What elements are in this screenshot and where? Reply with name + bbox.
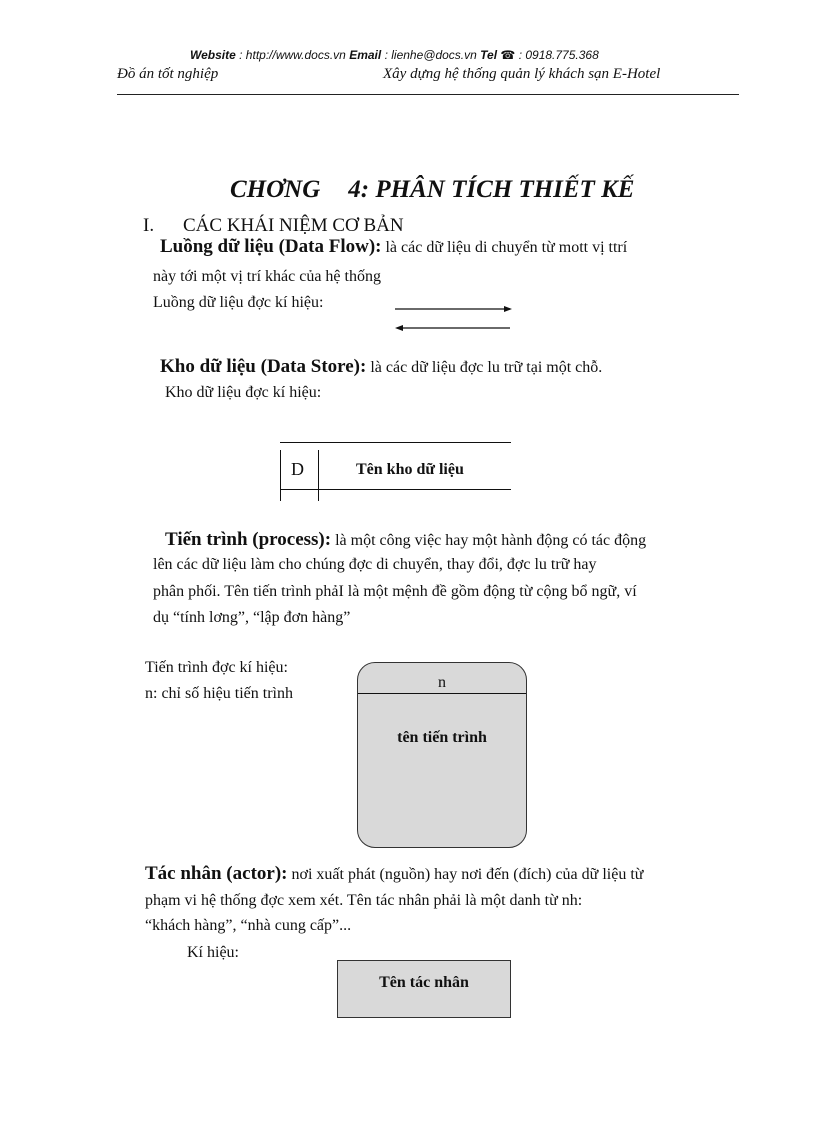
email-value[interactable]: : lienhe@docs.vn xyxy=(384,48,477,62)
email-label: Email xyxy=(349,48,382,62)
process-symbol xyxy=(357,662,527,848)
store-id-label: D xyxy=(291,459,304,479)
data-store-definition: là các dữ liệu đợc lu trữ tại một chỗ. xyxy=(370,359,603,376)
phone-icon: ☎ xyxy=(500,48,516,62)
process-name: tên tiến trình xyxy=(397,729,487,746)
data-flow-line2: này tới một vị trí khác của hệ thống xyxy=(153,268,381,285)
process-symbol-label: Tiến trình đợc kí hiệu: xyxy=(145,659,288,676)
chapter-title: 4: PHÂN TÍCH THIẾT KẾ xyxy=(348,176,635,203)
store-top-line xyxy=(280,442,511,443)
data-store-line1 xyxy=(160,354,602,381)
process-term: Tiến trình (process): xyxy=(165,529,332,550)
actor-symbol xyxy=(337,960,511,1018)
data-flow-term: Luồng dữ liệu (Data Flow): xyxy=(160,236,382,257)
data-flow-symbol xyxy=(392,300,522,336)
running-header-right: Xây dựng hệ thống quản lý khách sạn E-Hotel xyxy=(383,66,661,82)
process-divider xyxy=(358,693,526,694)
section-title: CÁC KHÁI NIỆM CƠ BẢN xyxy=(183,215,404,236)
actor-definition-start: nơi xuất phát (nguồn) hay nơi đến (đích) của dữ liệu từ xyxy=(291,866,644,883)
running-header-left: Đồ án tốt nghiệp xyxy=(117,66,219,82)
website-label: Website xyxy=(190,48,236,62)
store-bottom-line xyxy=(280,489,511,490)
process-index-note: n: chỉ số hiệu tiến trình xyxy=(145,685,293,702)
data-flow-line1 xyxy=(160,234,740,261)
header-rule xyxy=(117,94,739,95)
process-index: n xyxy=(438,674,446,691)
actor-term: Tác nhân (actor): xyxy=(145,863,288,884)
actor-name: Tên tác nhân xyxy=(379,974,469,991)
chapter-word: CHƠNG xyxy=(230,176,321,203)
website-value[interactable]: : http://www.docs.vn xyxy=(239,48,346,62)
actor-line2: phạm vi hệ thống đợc xem xét. Tên tác nhân phải là một danh từ nh: xyxy=(145,892,583,909)
process-line1 xyxy=(165,527,646,554)
actor-symbol-label: Kí hiệu: xyxy=(187,944,239,961)
left-arrow-head xyxy=(395,325,403,331)
data-flow-definition: là các dữ liệu di chuyển từ mott vị ttrí xyxy=(385,239,628,256)
actor-line3: “khách hàng”, “nhà cung cấp”... xyxy=(145,917,352,934)
site-contact-line xyxy=(190,48,599,62)
store-divider xyxy=(318,450,319,501)
process-definition-start: là một công việc hay một hành động có tác động xyxy=(335,532,647,549)
actor-line1 xyxy=(145,861,643,888)
process-line4: dụ “tính lơng”, “lập đơn hàng” xyxy=(153,609,351,626)
right-arrow-head xyxy=(504,306,512,312)
process-line3: phân phối. Tên tiến trình phảI là một mệnh đề gồm động từ cộng bổ ngữ, ví xyxy=(153,583,637,600)
tel-label: Tel xyxy=(480,48,498,62)
data-store-term: Kho dữ liệu (Data Store): xyxy=(160,356,367,377)
store-left-edge xyxy=(280,450,281,501)
data-flow-symbol-label: Luồng dữ liệu đợc kí hiệu: xyxy=(153,294,324,311)
store-name-label: Tên kho dữ liệu xyxy=(356,461,464,478)
data-store-symbol-label: Kho dữ liệu đợc kí hiệu: xyxy=(165,384,322,401)
tel-value: : 0918.775.368 xyxy=(518,48,599,62)
process-line2: lên các dữ liệu làm cho chúng đợc di chuyển, thay đổi, đợc lu trữ hay xyxy=(153,556,597,573)
chapter-heading xyxy=(230,176,634,204)
section-number: I. xyxy=(143,215,155,236)
